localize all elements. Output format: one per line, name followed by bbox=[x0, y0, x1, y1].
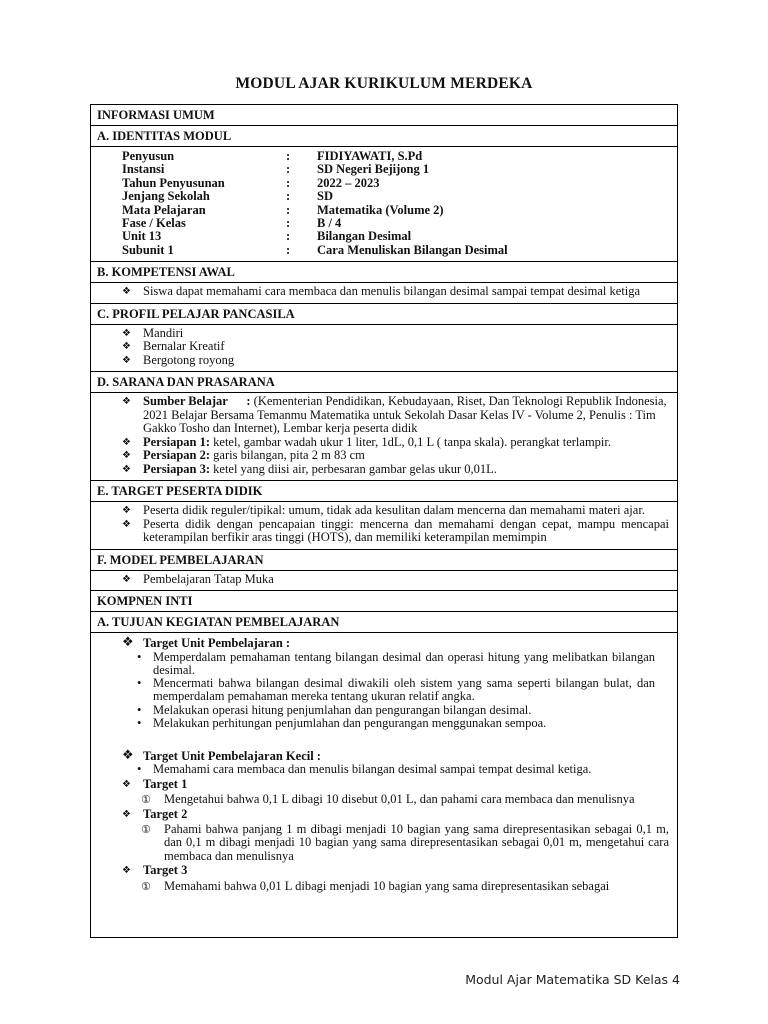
identitas-value: SD Negeri Bejijong 1 bbox=[317, 162, 430, 177]
diamond-bullet-icon: ❖ bbox=[122, 450, 131, 462]
identitas-colon: : bbox=[286, 229, 291, 244]
sarana-label: Sumber Belajar : bbox=[143, 394, 251, 409]
sarana-item bbox=[122, 449, 669, 463]
list-item: ❖ Bernalar Kreatif bbox=[122, 339, 225, 354]
list-item: ❖ Peserta didik dengan pencapaian tinggi: mencerna dan memahami dengan cepat, mampu mencapai keterampilan berfikir aras tinggi (HOTS), dan memiliki keterampilan memimpin bbox=[122, 516, 669, 545]
target-title: ❖ Target 3 bbox=[122, 863, 188, 878]
tujuan-section bbox=[91, 633, 677, 893]
target-title: ❖ Target 1 bbox=[122, 776, 188, 791]
model-section bbox=[91, 571, 677, 592]
identitas-label: Subunit 1 bbox=[122, 242, 174, 257]
identitas-value: Bilangan Desimal bbox=[317, 229, 412, 244]
sarana-item bbox=[122, 463, 669, 477]
diamond-bullet-icon: ❖ bbox=[122, 747, 134, 763]
target-description: ① Memahami bahwa 0,01 L dibagi menjadi 10 bagian yang sama direpresentasikan sebagai bbox=[141, 878, 610, 893]
identitas-row bbox=[122, 190, 677, 203]
identitas-row bbox=[122, 230, 677, 243]
identitas-value: FIDIYAWATI, S.Pd bbox=[317, 149, 423, 163]
identitas-colon: : bbox=[286, 202, 291, 217]
circled-one-icon: ① bbox=[141, 823, 151, 837]
identitas-colon: : bbox=[286, 216, 291, 231]
identitas-label: Unit 13 bbox=[122, 229, 162, 244]
bullet-item: • Memperdalam pemahaman tentang bilangan desimal dan operasi hitung yang melibatkan bilangan desimal. bbox=[137, 649, 655, 677]
identitas-heading: A. IDENTITAS MODUL bbox=[91, 126, 677, 147]
target-title-list bbox=[91, 807, 677, 822]
kompetensi-list bbox=[91, 283, 677, 303]
identitas-colon: : bbox=[286, 189, 291, 204]
diamond-bullet-icon: ❖ bbox=[122, 808, 131, 820]
diamond-bullet-icon: ❖ bbox=[122, 341, 131, 353]
sarana-text: ketel, gambar wadah ukur 1 liter, 1dL, 0,1 L ( tanpa skala). perangkat terlampir. bbox=[210, 434, 611, 449]
identitas-label: Tahun Penyusunan bbox=[122, 175, 225, 190]
identitas-value: Cara Menuliskan Bilangan Desimal bbox=[317, 242, 508, 257]
sarana-section bbox=[91, 393, 677, 481]
bullet-icon: • bbox=[137, 649, 142, 664]
kecil-target-list bbox=[91, 763, 677, 776]
diamond-bullet-icon: ❖ bbox=[122, 573, 131, 585]
sarana-item bbox=[122, 395, 669, 436]
target-description: ① Pahami bahwa panjang 1 m dibagi menjadi 10 bagian yang sama direpresentasikan sebagai 0,1 m, dan 0,1 m dibagi menjadi 10 bagian yang sama direpresentasikan sebagai 0,01 m, mengetahui cara membaca dan menulisnya bbox=[141, 822, 669, 863]
kompetensi-heading: B. KOMPETENSI AWAL bbox=[91, 262, 677, 283]
list-item: ❖ Bergotong royong bbox=[122, 352, 235, 367]
circled-one-icon: ① bbox=[141, 793, 151, 807]
diamond-bullet-icon: ❖ bbox=[122, 436, 131, 448]
list-item: ❖ Mandiri bbox=[122, 325, 184, 340]
identitas-colon: : bbox=[286, 149, 291, 163]
identitas-value: SD bbox=[317, 189, 333, 204]
profil-section bbox=[91, 325, 677, 373]
target-peserta-heading: E. TARGET PESERTA DIDIK bbox=[91, 481, 677, 502]
identitas-value: Matematika (Volume 2) bbox=[317, 202, 444, 217]
identitas-value: 2022 – 2023 bbox=[317, 175, 380, 190]
list-item: ❖ Peserta didik reguler/tipikal: umum, tidak ada kesulitan dalam mencerna dan memahami materi ajar. bbox=[122, 503, 645, 518]
bullet-icon: • bbox=[137, 762, 142, 777]
identitas-colon: : bbox=[286, 175, 291, 190]
bullet-icon: • bbox=[137, 676, 142, 691]
bullet-item: • Memahami cara membaca dan menulis bilangan desimal sampai tempat desimal ketiga. bbox=[137, 762, 592, 777]
informasi-umum-header: INFORMASI UMUM bbox=[91, 105, 677, 126]
bullet-icon: • bbox=[137, 715, 142, 730]
identitas-label: Penyusun bbox=[122, 149, 175, 163]
targets-container bbox=[91, 777, 677, 894]
circled-one-icon: ① bbox=[141, 879, 151, 893]
identitas-row bbox=[122, 177, 677, 190]
kompetensi-section bbox=[91, 283, 677, 304]
identitas-label: Jenjang Sekolah bbox=[122, 189, 210, 204]
identitas-label: Fase / Kelas bbox=[122, 216, 186, 231]
identitas-label: Instansi bbox=[122, 162, 165, 177]
tujuan-heading: A. TUJUAN KEGIATAN PEMBELAJARAN bbox=[91, 612, 677, 633]
list-item: ❖ Pembelajaran Tatap Muka bbox=[122, 571, 274, 586]
profil-heading: C. PROFIL PELAJAR PANCASILA bbox=[91, 304, 677, 325]
bullet-item: • Melakukan perhitungan penjumlahan dan pengurangan menggunakan sempoa. bbox=[137, 715, 547, 730]
diamond-bullet-icon: ❖ bbox=[122, 463, 131, 475]
sarana-item bbox=[122, 436, 669, 450]
diamond-bullet-icon: ❖ bbox=[122, 778, 131, 790]
identitas-row bbox=[122, 204, 677, 217]
identitas-row bbox=[122, 244, 677, 257]
list-item: ❖ Siswa dapat memahami cara membaca dan menulis bilangan desimal sampai tempat desimal ketiga bbox=[122, 284, 641, 299]
sarana-text: garis bilangan, pita 2 m 83 cm bbox=[210, 448, 365, 463]
diamond-bullet-icon: ❖ bbox=[122, 635, 134, 651]
target-title-list bbox=[91, 777, 677, 792]
target-title: ❖ Target 2 bbox=[122, 806, 188, 821]
diamond-bullet-icon: ❖ bbox=[122, 354, 131, 366]
bullet-item: • Mencermati bahwa bilangan desimal diwakili oleh sistem yang sama seperti bilangan bulat, dan memperdalam pemahaman mereka tentang ukuran relatif angka. bbox=[137, 676, 655, 704]
profil-list bbox=[91, 325, 677, 372]
unit-target-list bbox=[91, 651, 677, 730]
target-title-list bbox=[91, 863, 677, 878]
unit-target-title: ❖ Target Unit Pembelajaran : bbox=[122, 635, 291, 651]
target-peserta-section bbox=[91, 502, 677, 550]
target-description: ① Mengetahui bahwa 0,1 L dibagi 10 disebut 0,01 L, dan pahami cara membaca dan menulisnya bbox=[141, 792, 635, 807]
bullet-icon: • bbox=[137, 702, 142, 717]
page-footer: Modul Ajar Matematika SD Kelas 4 bbox=[465, 972, 680, 987]
identitas-label: Mata Pelajaran bbox=[122, 202, 206, 217]
identitas-row bbox=[122, 163, 677, 176]
sarana-text: ketel yang diisi air, perbesaran gambar gelas ukur 0,01L. bbox=[210, 461, 497, 476]
sarana-label: Persiapan 2: bbox=[143, 448, 211, 463]
sarana-text: (Kementerian Pendidikan, Kebudayaan, Riset, Dan Teknologi Republik Indonesia, 2021 Belajar Bersama Temanmu Matematika untuk Sekolah Dasar Kelas IV - Volume 2, Penulis : Tim Gakko Tosho dan Internet), Lembar kerja peserta didik bbox=[143, 394, 667, 436]
page-title: MODUL AJAR KURIKULUM MERDEKA bbox=[235, 75, 533, 92]
identitas-grid bbox=[91, 147, 677, 261]
identitas-row bbox=[122, 217, 677, 230]
kecil-target-title-list bbox=[91, 747, 677, 764]
sarana-list bbox=[91, 393, 677, 480]
identitas-value: B / 4 bbox=[317, 216, 342, 231]
model-heading: F. MODEL PEMBELAJARAN bbox=[91, 550, 677, 571]
diamond-bullet-icon: ❖ bbox=[122, 518, 131, 530]
sarana-label: Persiapan 1: bbox=[143, 434, 211, 449]
sarana-heading: D. SARANA DAN PRASARANA bbox=[91, 372, 677, 393]
target-peserta-list bbox=[91, 502, 677, 549]
identitas-colon: : bbox=[286, 242, 291, 257]
identitas-colon: : bbox=[286, 162, 291, 177]
identitas-row bbox=[122, 150, 677, 163]
bullet-item: • Melakukan operasi hitung penjumlahan dan pengurangan bilangan desimal. bbox=[137, 702, 532, 717]
document-table bbox=[90, 104, 678, 938]
unit-target-title-list bbox=[91, 633, 677, 651]
diamond-bullet-icon: ❖ bbox=[122, 396, 131, 408]
diamond-bullet-icon: ❖ bbox=[122, 286, 131, 298]
model-list bbox=[91, 571, 677, 591]
diamond-bullet-icon: ❖ bbox=[122, 327, 131, 339]
komponen-inti-header: KOMPNEN INTI bbox=[91, 591, 677, 612]
kecil-target-title: ❖ Target Unit Pembelajaran Kecil : bbox=[122, 747, 321, 763]
sarana-label: Persiapan 3: bbox=[143, 461, 211, 476]
diamond-bullet-icon: ❖ bbox=[122, 865, 131, 877]
diamond-bullet-icon: ❖ bbox=[122, 505, 131, 517]
identitas-section bbox=[91, 147, 677, 262]
